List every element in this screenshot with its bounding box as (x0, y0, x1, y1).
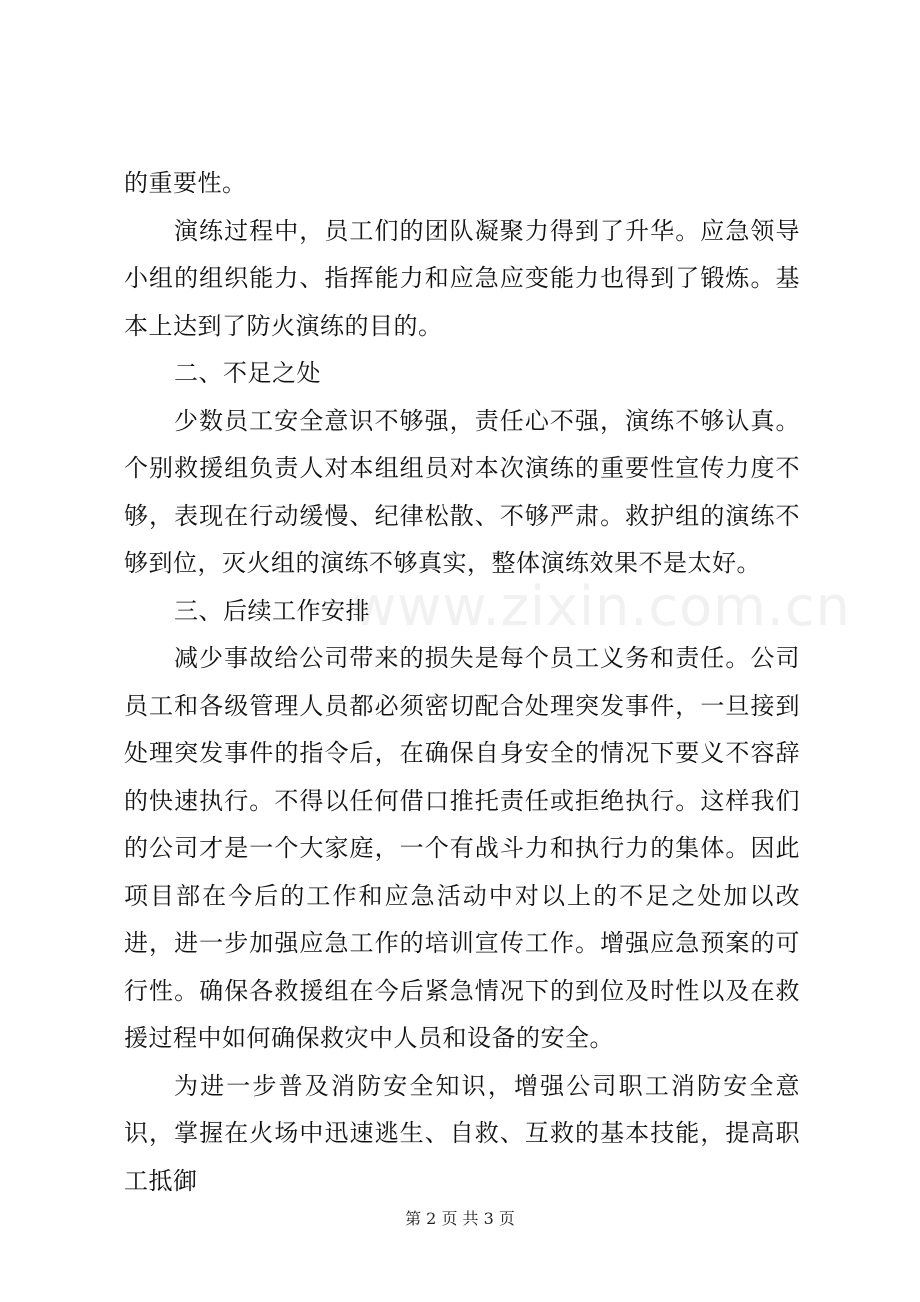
paragraph-follow-up: 减少事故给公司带来的损失是每个员工义务和责任。公司员工和各级管理人员都必须密切配合处理突发事件，一旦接到处理突发事件的指令后，在确保自身安全的情况下要义不容辞的快速执行。不得以任何借口推托责任或拒绝执行。这样我们的公司才是一个大家庭，一个有战斗力和执行力的集体。因此项目部在今后的工作和应急活动中对以上的不足之处加以改进，进一步加强应急工作的培训宣传工作。增强应急预案的可行性。确保各救援组在今后紧急情况下的到位及时性以及在救援过程中如何确保救灾中人员和设备的安全。 (124, 644, 800, 1052)
section-heading-follow-up: 三、后续工作安排 (174, 596, 370, 625)
paragraph-shortcomings: 少数员工安全意识不够强，责任心不强，演练不够认真。个别救援组负责人对本组组员对本次演练的重要性宣传力度不够，表现在行动缓慢、纪律松散、不够严肃。救护组的演练不够到位，灭火组的演练不够真实，整体演练效果不是太好。 (124, 406, 800, 577)
paragraph-continuation: 的重要性。 (124, 169, 247, 197)
paragraph-fire-safety: 为进一步普及消防安全知识，增强公司职工消防安全意识，掌握在火场中迅速逃生、自救、互救的基本技能，提高职工抵御 (124, 1071, 800, 1195)
document-body (124, 160, 800, 1205)
paragraph-drill-process: 演练过程中，员工们的团队凝聚力得到了升华。应急领导小组的组织能力、指挥能力和应急应变能力也得到了锻炼。基本上达到了防火演练的目的。 (124, 216, 800, 340)
watermark: www.zixin.com.cn (352, 575, 851, 638)
section-heading-shortcomings: 二、不足之处 (174, 359, 321, 387)
page-number-footer: 第 2 页 共 3 页 (405, 1209, 515, 1228)
